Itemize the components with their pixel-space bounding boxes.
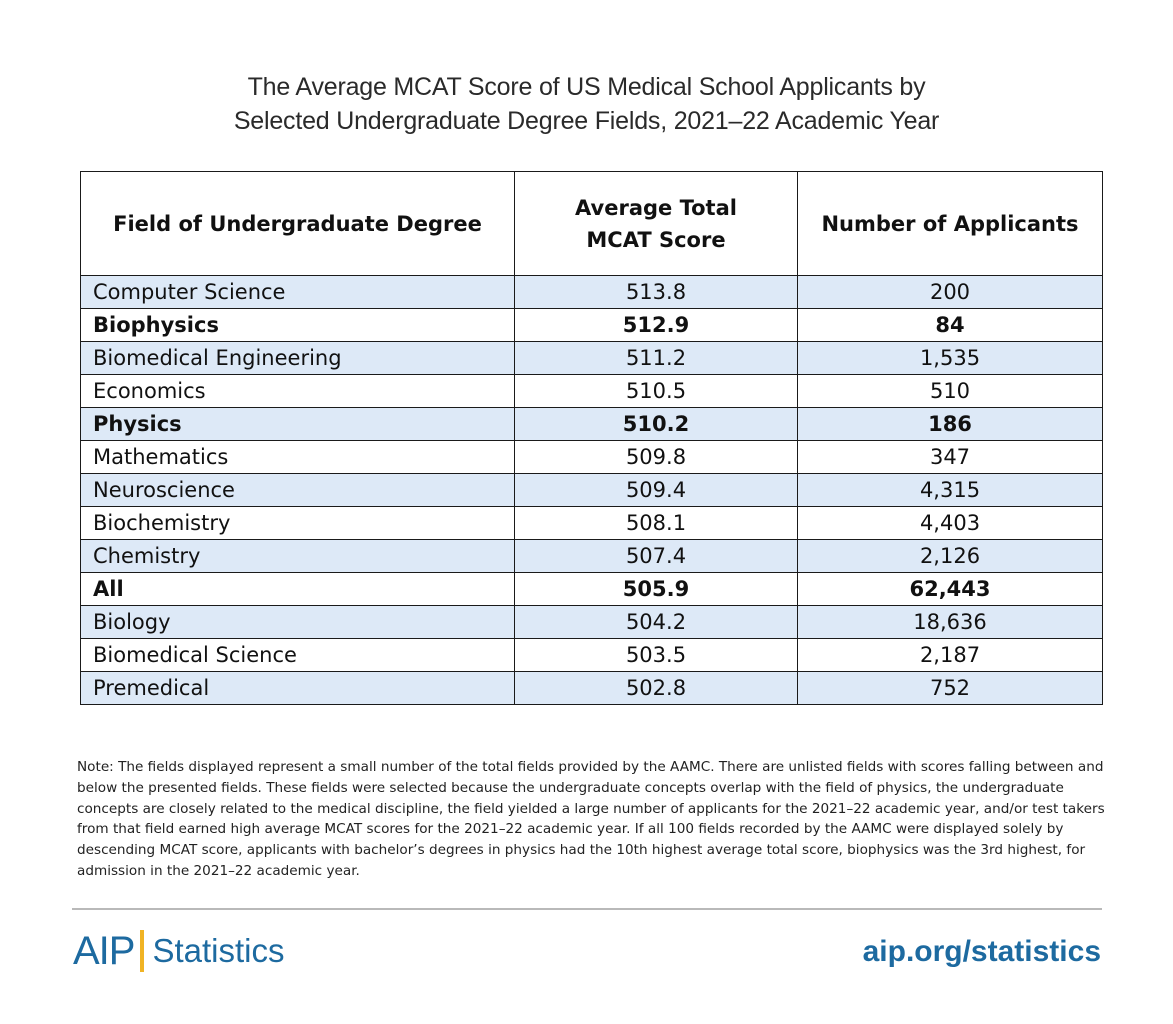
table-row — [81, 375, 1103, 408]
cell-applicants: 2,187 — [798, 639, 1103, 672]
table-row — [81, 573, 1103, 606]
table-row — [81, 639, 1103, 672]
table-row — [81, 474, 1103, 507]
cell-score: 511.2 — [515, 342, 798, 375]
table-row — [81, 408, 1103, 441]
chart-title-line-1: The Average MCAT Score of US Medical School Applicants by — [247, 73, 926, 101]
cell-applicants: 186 — [798, 408, 1103, 441]
cell-field: Biomedical Science — [81, 639, 515, 672]
column-header-applicants: Number of Applicants — [798, 172, 1103, 276]
chart-title-line-2: Selected Undergraduate Degree Fields, 2021–22 Academic Year — [233, 107, 940, 135]
cell-score: 502.8 — [515, 672, 798, 705]
table-row — [81, 309, 1103, 342]
cell-field: Economics — [81, 375, 515, 408]
table-body — [81, 276, 1103, 705]
cell-applicants: 510 — [798, 375, 1103, 408]
logo-statistics-text: Statistics — [152, 932, 285, 969]
cell-score: 512.9 — [515, 309, 798, 342]
cell-score: 507.4 — [515, 540, 798, 573]
table-row — [81, 606, 1103, 639]
cell-applicants: 62,443 — [798, 573, 1103, 606]
cell-applicants: 4,403 — [798, 507, 1103, 540]
cell-score: 509.8 — [515, 441, 798, 474]
aip-statistics-logo — [73, 928, 285, 974]
cell-score: 513.8 — [515, 276, 798, 309]
cell-score: 509.4 — [515, 474, 798, 507]
cell-score: 504.2 — [515, 606, 798, 639]
logo-aip-text: AIP — [73, 929, 135, 973]
table-row — [81, 342, 1103, 375]
chart-title — [0, 70, 1173, 138]
cell-field: Physics — [81, 408, 515, 441]
cell-score: 510.5 — [515, 375, 798, 408]
table-row — [81, 507, 1103, 540]
cell-field: Mathematics — [81, 441, 515, 474]
table-row — [81, 672, 1103, 705]
note-text: Note: The fields displayed represent a small number of the total fields provided by the AAMC. There are unlisted fields with scores falling between and below the presented fields. These fields were selected because the undergraduate concepts overlap with the field of physics, the undergraduate concepts are closely related to the medical discipline, the field yielded a large number of applicants for the 2021–22 academic year, and/or test takers from that field earned high average MCAT scores for the 2021–22 academic year. If all 100 fields recorded by the AAMC were displayed solely by descending MCAT score, applicants with bachelor’s degrees in physics had the 10th highest average total score, biophysics was the 3rd highest, for admission in the 2021–22 academic year. — [77, 759, 1105, 879]
logo-divider-bar — [140, 930, 144, 972]
cell-field: Computer Science — [81, 276, 515, 309]
cell-field: Biophysics — [81, 309, 515, 342]
footer-url: aip.org/statistics — [862, 935, 1101, 968]
cell-field: Chemistry — [81, 540, 515, 573]
column-header-field: Field of Undergraduate Degree — [81, 172, 515, 276]
cell-score: 503.5 — [515, 639, 798, 672]
cell-score: 505.9 — [515, 573, 798, 606]
cell-field: Neuroscience — [81, 474, 515, 507]
cell-applicants: 200 — [798, 276, 1103, 309]
cell-field: All — [81, 573, 515, 606]
cell-applicants: 84 — [798, 309, 1103, 342]
cell-applicants: 752 — [798, 672, 1103, 705]
cell-score: 508.1 — [515, 507, 798, 540]
column-header-score: Average Total MCAT Score — [515, 172, 798, 276]
footer-divider — [72, 908, 1102, 910]
cell-applicants: 1,535 — [798, 342, 1103, 375]
cell-applicants: 18,636 — [798, 606, 1103, 639]
cell-applicants: 347 — [798, 441, 1103, 474]
table-row — [81, 441, 1103, 474]
table-row — [81, 276, 1103, 309]
cell-field: Biochemistry — [81, 507, 515, 540]
cell-score: 510.2 — [515, 408, 798, 441]
table-header-row — [81, 172, 1103, 276]
cell-field: Premedical — [81, 672, 515, 705]
table-row — [81, 540, 1103, 573]
mcat-table — [80, 171, 1103, 705]
cell-field: Biomedical Engineering — [81, 342, 515, 375]
cell-applicants: 2,126 — [798, 540, 1103, 573]
cell-applicants: 4,315 — [798, 474, 1103, 507]
cell-field: Biology — [81, 606, 515, 639]
